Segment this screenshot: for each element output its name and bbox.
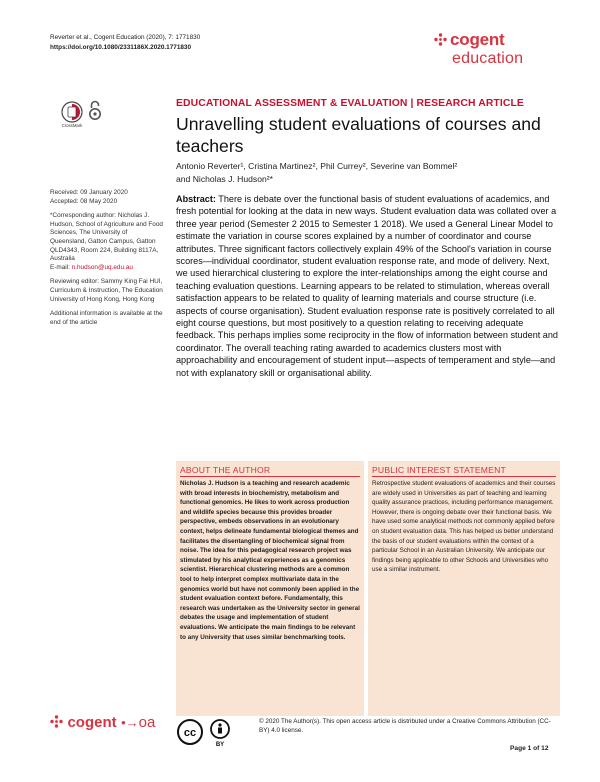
about-author-box bbox=[176, 461, 364, 716]
cogent-oa-logo bbox=[50, 714, 160, 736]
reviewing-editor: Reviewing editor: Sammy King Fai HUI, Curriculum & Instruction, The Education University of Hong Kong, Hong Kong bbox=[50, 278, 163, 303]
corresponding-author: *Corresponding author: Nicholas J. Hudson, School of Agriculture and Food Sciences, The University of Queensland, Gatton Campus, Gatton QLD4343, Room 224, Building 8117A, Australia bbox=[50, 212, 163, 263]
crossmark-badge[interactable] bbox=[60, 100, 84, 132]
crossmark-label: CrossMark bbox=[61, 123, 83, 128]
open-access-icon bbox=[88, 99, 102, 121]
license-text: © 2020 The Author(s). This open access article is distributed under a Creative Commons Attribution (CC-BY) 4.0 license. bbox=[259, 718, 551, 735]
received-date: Received: 09 January 2020 bbox=[50, 189, 128, 196]
article-title: Unravelling student evaluations of courses and teachers bbox=[176, 114, 541, 156]
footer-brand-name: cogent bbox=[67, 714, 117, 731]
cc-icon: cc bbox=[183, 727, 197, 739]
abstract-text: There is debate over the functional basis of student evaluations of academics, and fresh potential for looking at the data in new ways. Student evaluation data was collated over a three year period (Semester 2 2015 to Semester 1 2018). We used a General Linear Model to estimate the variation in course scores explained by a number of coordinator and course attributes. Three significant factors collectively explain 49% of the School's variation in course scores—individual coordinator, student evaluation response rate, and mode of delivery. Next, we used hierarchical clustering to explore the inter-relationships among the eight course and teaching evaluation questions. Learning appears to be related to stimulation, whereas overall satisfaction appears to be related to quality of learning materials and course structure (i.e. aspects of course organisation). Student evaluation response rate is positively correlated to all eight course questions, but most positively to a question relating to receiving adequate feedback. This perhaps implies some reciprocity in the flow of information between student and coordinator. The overall teaching rating awarded to academics clusters most with approachability and encouragement of student input—aspects of temperament and style—and not with explanatory skill or organisational ability. bbox=[176, 194, 558, 378]
crossmark-icon bbox=[60, 100, 84, 124]
public-interest-box bbox=[368, 461, 560, 716]
author-line: and Nicholas J. Hudson²* bbox=[176, 173, 273, 184]
about-author-heading: ABOUT THE AUTHOR bbox=[180, 465, 271, 475]
brand-name: cogent bbox=[450, 30, 505, 49]
divider bbox=[180, 476, 360, 477]
about-author-text: Nicholas J. Hudson is a teaching and research academic with broad interests in biochemistry, metabolism and functional genomics. He likes to work across production and wildlife species because this provides broader perspective, embeds observations in an evolutionary context, helps delineate fundamental biological themes and facilitates the disentangling of biochemical signal from noise. The idea for this pedagogical research project was stimulated by his analytical experiences as a genomics scientist. Hierarchical clustering methods are a common tool to help interpret complex multivariate data in the genomics world but have not commonly been applied in the student evaluation context before. Fundamentally, this research was undertaken as the University sector in general debates the usage and implementation of student evaluations. We anticipate the main findings to be relevant to any University that uses similar benchmarking tools. bbox=[180, 480, 360, 641]
author-list bbox=[176, 160, 506, 185]
divider bbox=[372, 476, 556, 477]
author-line: Antonio Reverter¹, Cristina Martinez², Phil Currey², Severine van Bommel² bbox=[176, 161, 458, 171]
cc-by-license-badge[interactable] bbox=[176, 718, 234, 748]
brand-sub: education bbox=[452, 50, 524, 67]
abstract-label: Abstract: bbox=[176, 194, 216, 204]
arrow-icon: •→ bbox=[121, 715, 139, 730]
accepted-date: Accepted: 08 May 2020 bbox=[50, 197, 118, 205]
citation-line: Reverter et al., Cogent Education (2020), 7: 1771830 bbox=[50, 34, 201, 41]
public-interest-text: Retrospective student evaluations of academics and their courses are widely used in Universities as part of teaching and learning quality assurance practices, including performance management. However, there is ongoing debate over their functional basis. We have used some analytical methods not commonly applied before on student evaluation data. This has helped us better understand the basis of our student evaluations within the context of a particular School in an Australian University. We anticipate our findings being applicable to other Schools and Universities who use a similar instrument. bbox=[372, 480, 556, 574]
abstract bbox=[176, 193, 562, 379]
public-interest-heading: PUBLIC INTEREST STATEMENT bbox=[372, 465, 506, 475]
citation-block bbox=[50, 33, 200, 53]
section-heading: EDUCATIONAL ASSESSMENT & EVALUATION | RESEARCH ARTICLE bbox=[176, 98, 524, 109]
doi-link[interactable]: https://doi.org/10.1080/2331186X.2020.1771830 bbox=[50, 44, 192, 51]
cogent-education-logo bbox=[434, 30, 554, 70]
cogent-dots-icon bbox=[50, 715, 63, 728]
by-icon: BY bbox=[215, 742, 225, 748]
additional-info: Additional information is available at the end of the article bbox=[50, 310, 163, 326]
email-label: E-mail: bbox=[50, 263, 70, 271]
cogent-dots-icon bbox=[434, 33, 447, 46]
article-info-sidebar bbox=[50, 189, 165, 333]
footer-brand-sub: oa bbox=[138, 714, 156, 731]
page-number: Page 1 of 12 bbox=[510, 745, 549, 752]
email-link[interactable]: n.hudson@uq.edu.au bbox=[71, 263, 133, 271]
